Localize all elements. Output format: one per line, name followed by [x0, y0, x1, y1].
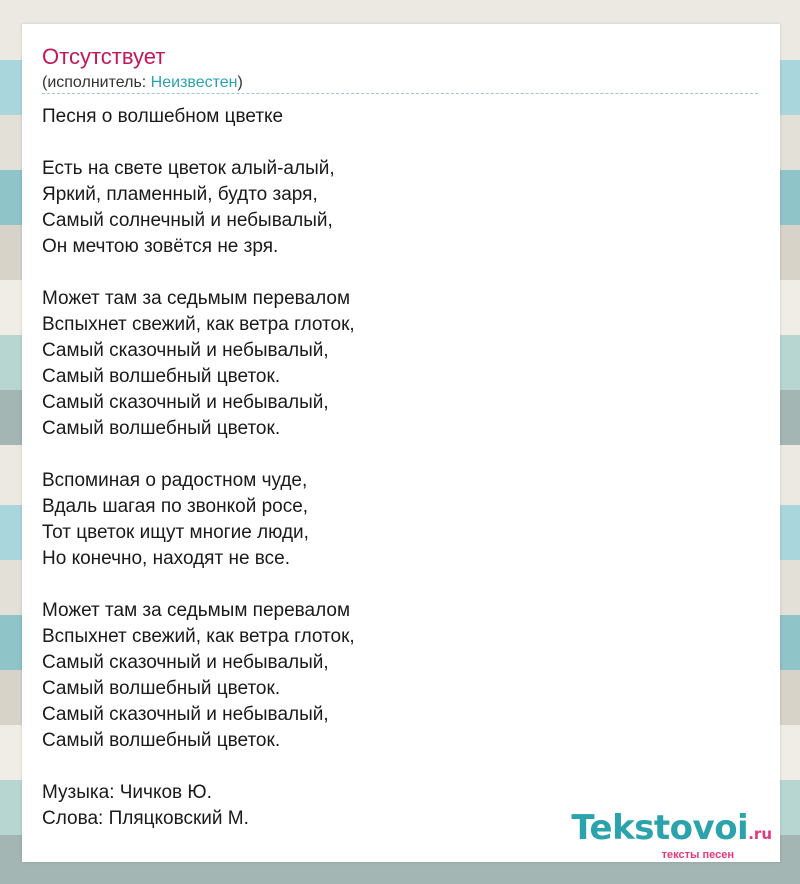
artist-line [42, 73, 243, 93]
lyrics-card [22, 24, 780, 862]
lyric-line: Самый сказочный и небывалый, [42, 392, 329, 413]
lyric-line: Но конечно, находят не все. [42, 548, 291, 569]
site-logo[interactable] [571, 810, 772, 862]
lyric-line: Вдаль шагая по звонкой росе, [42, 496, 309, 517]
lyric-line: Может там за седьмым перевалом [42, 600, 351, 621]
lyric-line: Самый сказочный и небывалый, [42, 340, 329, 361]
lyric-line: Самый волшебный цветок. [42, 418, 281, 439]
lyric-line: Есть на свете цветок алый-алый, [42, 158, 335, 179]
stanza-break [42, 442, 758, 468]
lyric-line: Может там за седьмым перевалом [42, 288, 351, 309]
lyrics-body [42, 104, 758, 832]
stanza-break [42, 260, 758, 286]
stanza-break [42, 572, 758, 598]
lyric-line: Самый сказочный и небывалый, [42, 652, 329, 673]
lyric-line: Яркий, пламенный, будто заря, [42, 184, 318, 205]
lyric-line: Слова: Пляцковский М. [42, 808, 249, 829]
logo-name: Tekstovoi [571, 808, 749, 848]
lyric-line: Самый волшебный цветок. [42, 366, 281, 387]
stanza-break [42, 754, 758, 780]
song-title: Отсутствует [42, 44, 166, 69]
lyric-line: Музыка: Чичков Ю. [42, 782, 212, 803]
lyric-line: Самый волшебный цветок. [42, 678, 281, 699]
lyric-line: Самый солнечный и небывалый, [42, 210, 333, 231]
lyric-line: Тот цветок ищут многие люди, [42, 522, 309, 543]
lyric-line: Он мечтою зовётся не зря. [42, 236, 279, 257]
artist-prefix: (исполнитель: [42, 74, 151, 91]
artist-suffix: ) [237, 74, 243, 91]
lyric-line: Вспыхнет свежий, как ветра глоток, [42, 626, 355, 647]
lyric-line: Самый сказочный и небывалый, [42, 704, 329, 725]
lyric-line: Вспоминая о радостном чуде, [42, 470, 308, 491]
stanza-break [42, 130, 758, 156]
logo-tld: .ru [748, 825, 772, 843]
logo-tagline: тексты песен [661, 849, 734, 861]
lyric-line: Вспыхнет свежий, как ветра глоток, [42, 314, 355, 335]
lyric-line: Самый волшебный цветок. [42, 730, 281, 751]
lyric-line: Песня о волшебном цветке [42, 106, 284, 127]
artist-link[interactable]: Неизвестен [150, 74, 238, 91]
divider [42, 93, 758, 94]
